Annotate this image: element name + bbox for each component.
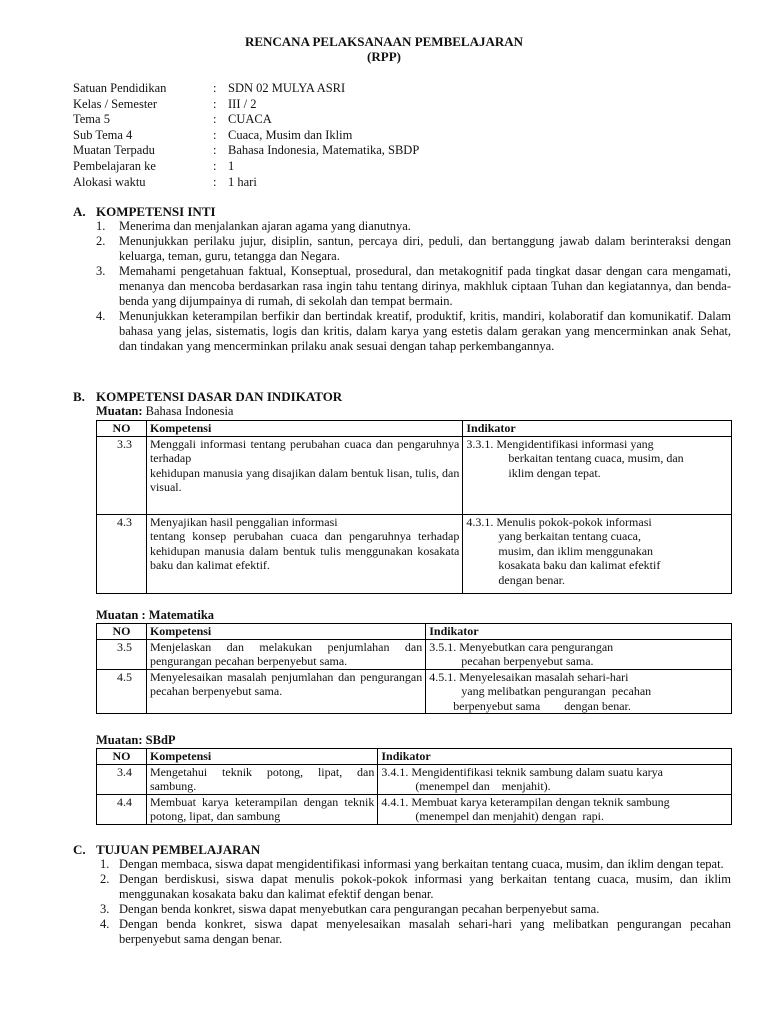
header-kompetensi: Kompetensi bbox=[146, 421, 462, 437]
identity-key: Muatan Terpadu bbox=[73, 143, 155, 158]
row-kompetensi bbox=[146, 436, 462, 514]
item-text: Dengan berdiskusi, siswa dapat menulis pokok-pokok informasi yang berkaitan tentang cuaca, musim, dan iklim menggunakan kosakata baku dan kalimat efektif dengan benar. bbox=[119, 872, 731, 901]
muatan-sbdp-label bbox=[96, 733, 176, 748]
muatan-label: Muatan : Matematika bbox=[96, 608, 215, 622]
item-number: 1. bbox=[96, 219, 106, 233]
muatan-value: Bahasa Indonesia bbox=[142, 404, 234, 418]
section-letter: C. bbox=[73, 842, 86, 857]
row-kompetensi bbox=[146, 514, 462, 593]
row-kompetensi: Menjelaskan dan melakukan penjumlahan dan pengurangan pecahan berpenyebut sama. bbox=[146, 639, 425, 669]
identity-colon: : bbox=[213, 127, 217, 142]
row-no: 3.3 bbox=[97, 436, 147, 514]
indikator-line: (menempel dan menjahit) dengan rapi. bbox=[415, 809, 604, 823]
indikator-line: 3.3.1. Mengidentifikasi informasi yang bbox=[466, 436, 654, 451]
muatan-matematika-label bbox=[96, 608, 214, 623]
item-text: Dengan benda konkret, siswa dapat menyebutkan cara pengurangan pecahan berpenyebut sama. bbox=[119, 902, 600, 916]
identity-row bbox=[73, 143, 419, 159]
tujuan-pembelajaran-list bbox=[100, 857, 731, 947]
document-title: RENCANA PELAKSANAAN PEMBELAJARAN bbox=[244, 34, 524, 49]
list-item bbox=[100, 902, 731, 917]
item-number: 2. bbox=[100, 872, 110, 886]
item-text: Menunjukkan perilaku jujur, disiplin, santun, percaya diri, peduli, dan bertanggung jawab dalam berinteraksi dengan keluarga, teman, guru, tetangga dan Negara. bbox=[119, 234, 731, 263]
row-no: 4.3 bbox=[97, 514, 147, 593]
muatan-label: Muatan: SBdP bbox=[96, 733, 176, 747]
muatan-bahasa-indonesia-label bbox=[96, 404, 233, 419]
item-number: 1. bbox=[100, 857, 110, 871]
section-letter: A. bbox=[73, 204, 86, 219]
row-indikator bbox=[463, 436, 732, 514]
identity-value: 1 bbox=[228, 158, 235, 173]
indikator-line: iklim dengan tepat. bbox=[508, 465, 601, 480]
section-a-heading bbox=[73, 204, 216, 219]
indikator-line: 4.5.1. Menyelesaikan masalah sehari-hari bbox=[429, 669, 629, 684]
header-indikator: Indikator bbox=[378, 749, 732, 765]
indikator-line: yang berkaitan tentang cuaca, bbox=[498, 529, 641, 543]
matematika-table bbox=[96, 623, 732, 714]
identity-value: Bahasa Indonesia, Matematika, SBDP bbox=[228, 143, 420, 158]
list-item bbox=[96, 234, 731, 264]
table-header-row bbox=[97, 749, 732, 765]
identity-value: SDN 02 MULYA ASRI bbox=[228, 81, 346, 95]
item-text: Dengan benda konkret, siswa dapat menyelesaikan masalah sehari-hari yang melibatkan pengurangan pecahan berpenyebut sama dengan benar. bbox=[119, 917, 731, 946]
table-row bbox=[97, 436, 732, 514]
identity-key: Alokasi waktu bbox=[73, 174, 146, 189]
table-row bbox=[97, 639, 732, 669]
list-item bbox=[96, 264, 731, 309]
identity-row bbox=[73, 81, 419, 97]
kompetensi-line: tentang konsep perubahan cuaca dan pengaruhnya terhadap kehidupan manusia dalam bentuk tulis menggunakan kosakata baku dan kalimat efektif. bbox=[149, 529, 460, 572]
section-letter: B. bbox=[73, 389, 85, 404]
item-text: Menunjukkan keterampilan berfikir dan bertindak kreatif, produktif, kritis, mandiri, kolaboratif dan komunikatif. Dalam bahasa yang jelas, sistematis, logis dan kritis, dalam karya yang estetis dalam gerakan yang mencerminkan anak Sehat, dan tindakan yang mencerminkan prilaku anak sesuai dengan tahap perkembangannya. bbox=[119, 309, 731, 353]
identity-colon: : bbox=[213, 81, 217, 95]
list-item bbox=[100, 872, 731, 902]
identity-colon: : bbox=[213, 174, 217, 189]
header-indikator: Indikator bbox=[426, 624, 732, 640]
identity-row bbox=[73, 175, 419, 191]
indikator-line: berkaitan tentang cuaca, musim, dan bbox=[508, 451, 684, 465]
section-title: KOMPETENSI DASAR DAN INDIKATOR bbox=[96, 389, 343, 404]
kompetensi-inti-list bbox=[96, 219, 731, 354]
row-indikator bbox=[378, 764, 732, 794]
section-c-heading bbox=[73, 842, 260, 857]
row-no: 4.4 bbox=[97, 794, 147, 824]
identity-row bbox=[73, 97, 419, 113]
sbdp-table bbox=[96, 748, 732, 825]
section-b-heading bbox=[73, 389, 342, 404]
identity-value: III / 2 bbox=[228, 96, 257, 111]
identity-colon: : bbox=[213, 112, 217, 127]
row-indikator bbox=[426, 669, 732, 714]
item-number: 3. bbox=[96, 264, 106, 278]
table-header-row bbox=[97, 421, 732, 437]
indikator-line: dengan benar. bbox=[498, 572, 566, 587]
indikator-line: 3.5.1. Menyebutkan cara pengurangan bbox=[429, 639, 614, 654]
row-indikator bbox=[463, 514, 732, 593]
indikator-line: (menempel dan menjahit). bbox=[415, 779, 551, 793]
item-number: 3. bbox=[100, 902, 110, 916]
list-item bbox=[100, 857, 731, 872]
indikator-line: 4.3.1. Menulis pokok-pokok informasi bbox=[466, 514, 652, 529]
identity-value: 1 hari bbox=[228, 174, 257, 189]
identity-key: Pembelajaran ke bbox=[73, 158, 156, 173]
item-number: 4. bbox=[96, 309, 106, 323]
bahasa-indonesia-table bbox=[96, 420, 732, 594]
table-row bbox=[97, 669, 732, 714]
item-number: 4. bbox=[100, 917, 110, 931]
kompetensi-line: Menyajikan hasil penggalian informasi bbox=[149, 514, 338, 529]
list-item bbox=[96, 309, 731, 354]
header-kompetensi: Kompetensi bbox=[146, 749, 377, 765]
row-no: 4.5 bbox=[97, 669, 147, 714]
section-title: TUJUAN PEMBELAJARAN bbox=[96, 842, 261, 857]
identity-key: Satuan Pendidikan bbox=[73, 81, 167, 95]
document-subtitle: (RPP) bbox=[367, 49, 401, 64]
list-item bbox=[100, 917, 731, 947]
identity-value: Cuaca, Musim dan Iklim bbox=[228, 127, 353, 142]
item-text: Memahami pengetahuan faktual, Konseptual, prosedural, dan metakognitif pada tingkat dasar dengan cara mengamati, menanya dan mencoba berdasarkan rasa ingin tahu tentang dirinya, makhluk ciptaan Tuhan dan kegiatannya, dan benda-benda yang dijumpainya di rumah, di sekolah dan tempat bermain. bbox=[119, 264, 731, 308]
list-item bbox=[96, 219, 731, 234]
identity-row bbox=[73, 159, 419, 175]
row-indikator bbox=[426, 639, 732, 669]
header-indikator: Indikator bbox=[463, 421, 732, 437]
row-kompetensi: Membuat karya keterampilan dengan teknik potong, lipat, dan sambung bbox=[146, 794, 377, 824]
identity-value: CUACA bbox=[228, 112, 272, 127]
row-indikator bbox=[378, 794, 732, 824]
table-row bbox=[97, 764, 732, 794]
identity-key: Kelas / Semester bbox=[73, 96, 158, 111]
header-no: NO bbox=[97, 421, 147, 437]
indikator-line: yang melibatkan pengurangan pecahan bbox=[461, 684, 652, 698]
identity-colon: : bbox=[213, 96, 217, 111]
identity-row bbox=[73, 112, 419, 128]
section-title: KOMPETENSI INTI bbox=[96, 204, 216, 219]
indikator-line: musim, dan iklim menggunakan bbox=[498, 543, 654, 558]
kompetensi-line: kehidupan manusia yang disajikan dalam bentuk lisan, tulis, dan visual. bbox=[149, 465, 460, 494]
identity-colon: : bbox=[213, 143, 217, 158]
table-row bbox=[97, 514, 732, 593]
identity-block bbox=[73, 81, 419, 190]
identity-colon: : bbox=[213, 158, 217, 173]
row-no: 3.4 bbox=[97, 764, 147, 794]
indikator-line: 4.4.1. Membuat karya keterampilan dengan teknik sambung bbox=[381, 794, 670, 809]
indikator-line: 3.4.1. Mengidentifikasi teknik sambung dalam suatu karya bbox=[381, 764, 663, 779]
row-no: 3.5 bbox=[97, 639, 147, 669]
item-number: 2. bbox=[96, 234, 106, 248]
row-kompetensi: Menyelesaikan masalah penjumlahan dan pengurangan pecahan berpenyebut sama. bbox=[146, 669, 425, 714]
indikator-line: kosakata baku dan kalimat efektif bbox=[498, 558, 661, 572]
indikator-line: pecahan berpenyebut sama. bbox=[461, 654, 594, 668]
table-row bbox=[97, 794, 732, 824]
identity-key: Tema 5 bbox=[73, 112, 110, 127]
header-no: NO bbox=[97, 749, 147, 765]
table-header-row bbox=[97, 624, 732, 640]
header-kompetensi: Kompetensi bbox=[146, 624, 425, 640]
row-kompetensi: Mengetahui teknik potong, lipat, dan sambung. bbox=[146, 764, 377, 794]
item-text: Menerima dan menjalankan ajaran agama yang dianutnya. bbox=[119, 219, 411, 233]
kompetensi-line: Menggali informasi tentang perubahan cuaca dan pengaruhnya terhadap bbox=[149, 436, 460, 465]
header-no: NO bbox=[97, 624, 147, 640]
indikator-line: berpenyebut sama dengan benar. bbox=[453, 698, 631, 713]
muatan-label: Muatan: bbox=[96, 404, 143, 418]
item-text: Dengan membaca, siswa dapat mengidentifikasi informasi yang berkaitan tentang cuaca, musim, dan iklim dengan tepat. bbox=[119, 857, 724, 871]
identity-row bbox=[73, 128, 419, 144]
identity-key: Sub Tema 4 bbox=[73, 127, 133, 142]
